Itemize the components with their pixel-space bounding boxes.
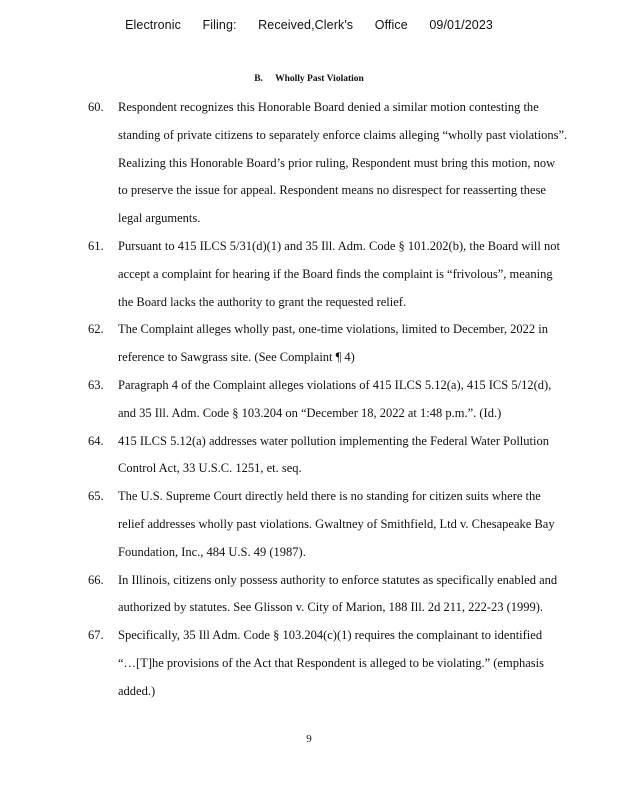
paragraph-64 <box>88 428 578 484</box>
paragraph-line: to preserve the issue for appeal. Respondent means no disrespect for reasserting these <box>118 183 546 198</box>
paragraph-line: 415 ILCS 5.12(a) addresses water pollution implementing the Federal Water Pollution <box>118 433 549 448</box>
filing-stamp-header <box>0 18 618 32</box>
paragraph-line: relief addresses wholly past violations. Gwaltney of Smithfield, Ltd v. Chesapeake Bay <box>118 516 555 531</box>
paragraph-line: Realizing this Honorable Board’s prior ruling, Respondent must bring this motion, now <box>118 155 556 170</box>
page-number: 9 <box>306 733 312 745</box>
paragraph-67 <box>88 622 578 705</box>
paragraph-line: standing of private citizens to separately enforce claims alleging “wholly past violations”. <box>118 127 568 142</box>
paragraph-number: 66. <box>88 572 104 587</box>
paragraph-line: reference to Sawgrass site. (See Complaint ¶ 4) <box>118 350 355 365</box>
paragraph-62 <box>88 316 578 372</box>
header-word: Office <box>374 18 408 32</box>
paragraph-61 <box>88 233 578 316</box>
paragraph-number: 60. <box>88 100 104 114</box>
paragraph-line: “…[T]he provisions of the Act that Respondent is alleged to be violating.” (emphasis <box>118 655 544 670</box>
numbered-paragraphs <box>88 94 578 706</box>
paragraph-number: 62. <box>88 322 104 337</box>
paragraph-line: Paragraph 4 of the Complaint alleges violations of 415 ILCS 5.12(a), 415 ICS 5/12(d), <box>118 377 552 392</box>
paragraph-line: the Board lacks the authority to grant the requested relief. <box>118 294 407 309</box>
paragraph-line: Foundation, Inc., 484 U.S. 49 (1987). <box>118 544 306 559</box>
paragraph-line: Pursuant to 415 ILCS 5/31(d)(1) and 35 Ill. Adm. Code § 101.202(b), the Board will not <box>118 238 560 253</box>
paragraph-line: and 35 Ill. Adm. Code § 103.204 on “December 18, 2022 at 1:48 p.m.”. (Id.) <box>118 405 502 420</box>
paragraph-line: The U.S. Supreme Court directly held there is no standing for citizen suits where the <box>118 489 541 504</box>
paragraph-line: authorized by statutes. See Glisson v. City of Marion, 188 Ill. 2d 211, 222-23 (1999). <box>118 600 544 615</box>
paragraph-line: Respondent recognizes this Honorable Board denied a similar motion contesting the <box>118 100 539 114</box>
paragraph-line: In Illinois, citizens only possess authority to enforce statutes as specifically enabled and <box>118 572 558 587</box>
paragraph-line: added.) <box>118 683 156 698</box>
paragraph-number: 61. <box>88 238 104 253</box>
paragraph-number: 63. <box>88 377 104 392</box>
header-word: Electronic <box>125 18 181 32</box>
paragraph-line: The Complaint alleges wholly past, one-time violations, limited to December, 2022 in <box>118 322 548 337</box>
paragraph-number: 67. <box>88 628 104 643</box>
paragraph-60 <box>88 94 578 233</box>
header-word: Received,Clerk's <box>258 18 354 32</box>
paragraph-number: 64. <box>88 433 104 448</box>
section-title: Wholly Past Violation <box>275 74 364 84</box>
paragraph-number: 65. <box>88 489 104 504</box>
section-heading <box>0 74 618 84</box>
section-label: B. <box>254 74 263 84</box>
paragraph-line: accept a complaint for hearing if the Board finds the complaint is “frivolous”, meaning <box>118 266 553 281</box>
paragraph-65 <box>88 483 578 566</box>
paragraph-66 <box>88 567 578 623</box>
paragraph-line: Control Act, 33 U.S.C. 1251, et. seq. <box>118 461 302 476</box>
paragraph-line: Specifically, 35 Ill Adm. Code § 103.204(c)(1) requires the complainant to identified <box>118 628 543 643</box>
paragraph-line: legal arguments. <box>118 211 201 226</box>
header-date: 09/01/2023 <box>429 18 493 32</box>
paragraph-63 <box>88 372 578 428</box>
header-word: Filing: <box>202 18 237 32</box>
